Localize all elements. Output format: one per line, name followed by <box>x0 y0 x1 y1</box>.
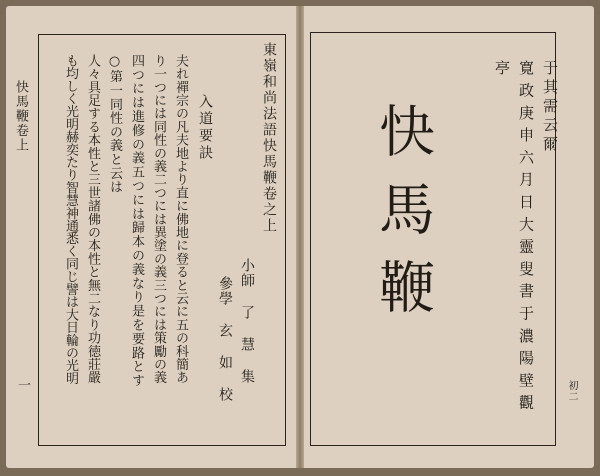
author-line: 小師 了 慧 集 <box>239 258 255 384</box>
editor-line: 參學 玄 如 校 <box>217 276 233 402</box>
calligraphy-title: 快馬鞭 <box>370 102 435 336</box>
preface-line: 寛政庚申六月日大靈叟書于濃陽壁觀 <box>517 60 535 417</box>
preface-line: 亭 <box>493 60 511 77</box>
book-gutter <box>296 6 304 468</box>
right-page <box>304 6 594 468</box>
margin-page-number: 一 <box>15 378 30 393</box>
preface-line: 于其需云爾 <box>541 60 559 155</box>
left-page <box>6 6 296 468</box>
body-line: 四つには進修の義五つには歸本の義なり是を要路とす <box>129 54 144 388</box>
body-line: り一つには同性の義二つには異塗の義三つには策勵の義 <box>151 54 166 384</box>
body-line: 人々具足する本性と三世諸佛の本性と無二なり功徳莊嚴 <box>85 54 100 384</box>
margin-title: 快馬鞭卷上 <box>13 80 28 153</box>
body-line: ○第一同性の義と云は <box>107 54 122 194</box>
header-title: 東嶺和尚法語快馬鞭卷之上 <box>261 42 277 234</box>
section-heading: 入道要訣 <box>197 94 213 162</box>
body-line: も均しく光明赫奕たり智慧神通悉く同じ譬は大日輪の光明 <box>63 54 78 385</box>
body-line: 夫れ禪宗の凡夫地より直に佛地に登ると云に五の科簡あ <box>173 54 188 384</box>
page-marker: 初二 <box>566 380 577 402</box>
